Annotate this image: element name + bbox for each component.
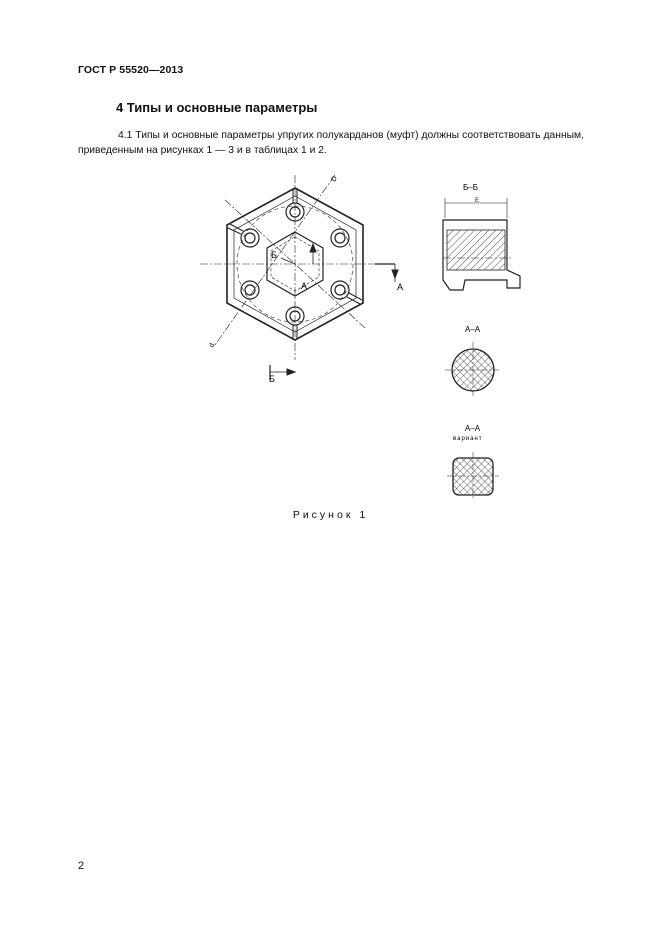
section-aa-label: А–А	[465, 325, 481, 334]
dim-e-label: E	[475, 198, 480, 204]
section-aa-variant-label: А–А	[465, 424, 481, 433]
page-number: 2	[78, 860, 85, 872]
coupling-front-view	[200, 175, 398, 380]
section-bb-label: Б–Б	[463, 183, 478, 192]
section-title: 4 Типы и основные параметры	[116, 100, 318, 115]
arrow-b-label: Б	[269, 374, 275, 384]
technical-drawing	[195, 170, 540, 500]
document-header: ГОСТ Р 55520—2013	[78, 64, 184, 76]
arrow-a-label: А	[397, 282, 404, 292]
section-aa-square	[447, 452, 499, 500]
figure-1	[195, 170, 540, 500]
section-bb-view	[443, 198, 520, 290]
body-paragraph: 4.1 Типы и основные параметры упругих полукарданов (муфт) должны соответствовать данным, приведенным на рисунках 1 — 3 и в таблицах 1 и 2.	[78, 130, 584, 156]
dim-d2-label: d	[208, 342, 217, 349]
arrow-b-inner-label: Б	[271, 250, 277, 260]
variant-label: вариант	[453, 436, 483, 442]
section-aa-round	[445, 342, 501, 398]
arrow-a-inner-label: А	[301, 281, 308, 291]
figure-caption: Рисунок 1	[292, 509, 369, 521]
dim-d-label: D	[330, 175, 339, 183]
